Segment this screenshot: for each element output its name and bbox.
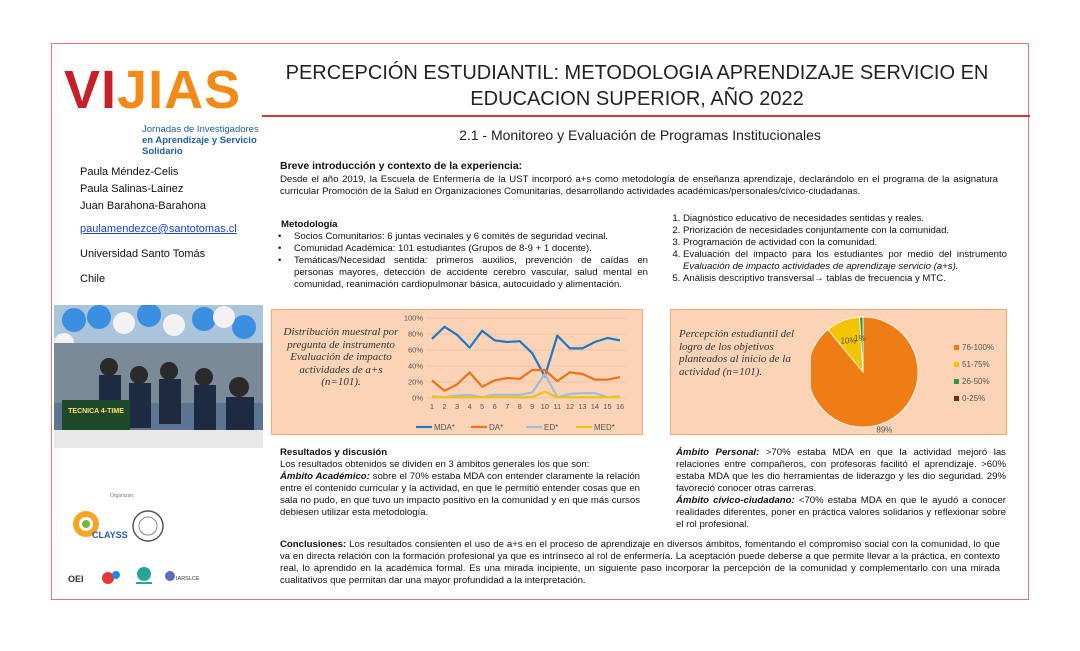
legend-swatch (954, 379, 959, 384)
university-seal-icon (133, 511, 163, 541)
students-photo (54, 305, 263, 448)
svg-text:IARSLCE: IARSLCE (176, 576, 200, 582)
logo-subtitle: Jornadas de Investigadores en Aprendizaje y Servicio Solidario (142, 124, 259, 157)
x-tick-label: 11 (553, 402, 562, 411)
y-tick-label: 0% (412, 393, 423, 403)
y-tick-label: 60% (407, 345, 423, 355)
x-tick-label: 4 (467, 402, 472, 411)
x-tick-label: 13 (578, 402, 587, 411)
logo-wordmark: VIJIAS (64, 60, 242, 120)
legend-swatch (954, 345, 959, 350)
x-tick-label: 5 (480, 402, 485, 411)
results-civic: Ámbito cívico-ciudadano: <70% estaba MDA en que le ayudó a conocer realidades diferentes, poner en práctica valores solidarios y reflexionar sobre el rol profesional. (676, 495, 1006, 530)
arrow-icon: → (814, 273, 824, 284)
svg-text:OEI: OEI (68, 574, 84, 584)
network-logo-icon (102, 571, 120, 584)
legend-label: 0-25% (962, 394, 986, 403)
intro-heading: Breve introducción y contexto de la experiencia: (280, 160, 523, 172)
x-tick-label: 10 (540, 402, 549, 411)
pie-chart (811, 310, 1006, 434)
x-tick-label: 12 (565, 402, 575, 411)
poster-title: PERCEPCIÓN ESTUDIANTIL: METODOLOGIA APRENDIZAJE SERVICIO EN EDUCACION SUPERIOR, AÑO 2022 (285, 62, 989, 110)
x-tick-label: 1 (429, 402, 435, 411)
step-item: 2. Priorización de necesidades conjuntamente con la comunidad. (683, 225, 1007, 237)
step-item: 5. Análisis descriptivo transversal→ tablas de frecuencia y MTC. (683, 273, 1007, 285)
x-tick-label: 15 (603, 402, 612, 411)
line-chart-box (271, 309, 643, 435)
metodologia-section (272, 219, 648, 291)
organizers-label: Organizan: (110, 493, 135, 499)
y-tick-label: 100% (403, 313, 423, 323)
iarslce-logo (165, 571, 200, 582)
x-tick-label: 7 (505, 402, 510, 411)
metodologia-heading: Metodología (281, 219, 338, 230)
photo-banner-text: TECNICA 4-TIME (68, 408, 124, 415)
green-logo-icon (136, 567, 152, 584)
x-tick-label: 14 (590, 402, 600, 411)
results-section (280, 447, 640, 519)
x-tick-label: 2 (442, 402, 447, 411)
y-tick-label: 20% (407, 377, 423, 387)
metodologia-item: • Socios Comunitarios: 6 juntas vecinales y 6 comités de seguridad vecinal. (284, 231, 648, 243)
conclusions-section: Conclusiones: Los resultados consienten el uso de a+s en el proceso de aprendizaje en diversos ámbitos, fomentando el compromiso social con la comunidad, lo que va en directa relación con la formación profesional ya que es intrínseco al rol de enfermería. La aceptación puede deberse a que permite llevar a la práctica, en contexto real, lo aprendido en la académica formal. Es una mirada incipiente, un siguiente paso incorporar la percepción de la comunidad y complementarlo con una mirada cualitativos que permitan dar una mayor profundidad a la interpretación. (280, 539, 1000, 586)
vijias-logo (64, 60, 264, 157)
legend-label: 26-50% (962, 377, 990, 386)
sponsors-block (58, 492, 258, 592)
legend-label: DA* (489, 423, 504, 432)
line-chart-caption: Distribución muestral por pregunta de instrumento Evaluación de impacto actividades de a+s (n=101). (283, 326, 399, 388)
metodologia-item: • Comunidad Académica: 101 estudiantes (Grupos de 8-9 + 1 docente). (284, 243, 648, 255)
pie-chart-caption: Percepción estudiantil del logro de los objetivos planteados al inicio de la actividad (n=101). (679, 328, 795, 378)
x-tick-label: 16 (615, 402, 625, 411)
pie-data-label: 10% (840, 336, 857, 346)
intro-text: Desde el año 2019, la Escuela de Enfermería de la UST incorporó a+s como metodología de enseñanza aprendizaje, declarándolo en el programa de la asignatura curricular Promoción de la Salud en Organizaciones Comunitarias, desarrollando actividades académicas/personales/cívico-ciudadanas. (280, 174, 998, 197)
steps-section (665, 213, 1007, 285)
x-tick-label: 8 (517, 402, 522, 411)
author-name: Paula Salinas-Lainez (80, 183, 184, 195)
pie-chart-box (670, 309, 1007, 435)
legend-label: MED* (594, 423, 615, 432)
step-item: 1. Diagnóstico educativo de necesidades sentidas y reales. (683, 213, 1007, 225)
intro-section (280, 160, 998, 198)
legend-label: 76-100% (962, 343, 995, 352)
legend-swatch (954, 396, 959, 401)
results-intro: Los resultados obtenidos se dividen en 3 ámbitos generales los que son: (280, 459, 590, 470)
series-line-da (432, 370, 620, 391)
results-right (676, 447, 1006, 531)
author-name: Juan Barahona-Barahona (80, 200, 206, 212)
results-heading: Resultados y discusión (280, 447, 388, 458)
x-tick-label: 9 (530, 402, 535, 411)
step-item: 3. Programación de actividad con la comunidad. (683, 237, 1007, 249)
metodologia-item: • Temáticas/Necesidad sentida: primeros auxilios, prevención de caídas en personas mayores, detección de accidente cerebro vascular, salud mental en comunidad, reanimación cardiopulmonar básica, autocuidado y alimentación. (284, 255, 648, 291)
results-academic: Ámbito Académico: sobre el 70% estaba MDA con entender claramente la relación entre el contenido curricular y la actividad, en que le permitió entender cosas que en sala no pudo, en que tuvo un impacto positivo en la comunidad y en que más cursos debiesen utilizar esta metodología. (280, 471, 641, 518)
oei-logo (68, 574, 84, 584)
pie-data-label: 1% (854, 333, 866, 343)
author-email-link[interactable]: paulamendezce@santotomas.cl (80, 223, 237, 235)
clayss-logo (73, 511, 128, 540)
y-tick-label: 40% (407, 361, 423, 371)
legend-label: 51-75% (962, 360, 990, 369)
university-name: Universidad Santo Tomás (80, 248, 206, 260)
legend-label: MDA* (434, 423, 455, 432)
poster-subtitle: 2.1 - Monitoreo y Evaluación de Programas Institucionales (459, 127, 821, 143)
country-name: Chile (80, 273, 106, 285)
x-tick-label: 3 (454, 402, 460, 411)
step-item: 4. Evaluación del impacto para los estudiantes por medio del instrumento Evaluación de impacto actividades de aprendizaje servicio (a+s). (683, 249, 1007, 273)
author-name: Paula Méndez-Celis (80, 166, 179, 178)
svg-text:CLAYSS: CLAYSS (92, 530, 128, 540)
x-tick-label: 6 (492, 402, 497, 411)
legend-swatch (954, 362, 959, 367)
y-tick-label: 80% (407, 329, 423, 339)
authors-block (80, 164, 237, 288)
title-divider (262, 115, 1030, 117)
legend-label: ED* (544, 423, 559, 432)
results-personal: Ámbito Personal: >70% estaba MDA en que la actividad mejoró las relaciones entre compañeros, con profesoras facilitó el aprendizaje. >60% estaba MDA que les dio herramientas de liderazgo y les dio seguridad. 29% favoreció conocer otras carreras. (676, 447, 1006, 494)
pie-data-label: 89% (876, 425, 893, 434)
line-chart (396, 310, 636, 434)
